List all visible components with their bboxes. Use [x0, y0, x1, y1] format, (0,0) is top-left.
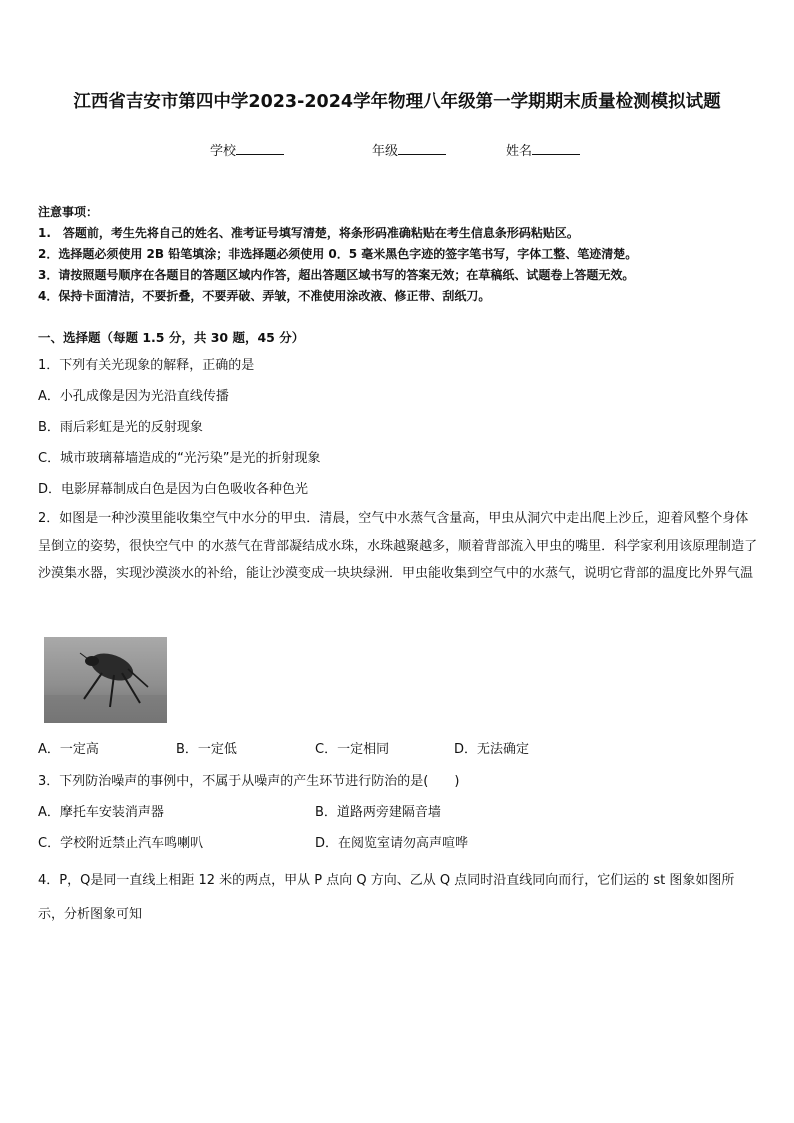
note-item: 1. 答题前，考生先将自己的姓名、准考证号填写清楚，将条形码准确粘贴在考生信息条形码粘贴区。 [38, 226, 579, 240]
section-heading: 一、选择题（每题 1.5 分，共 30 题，45 分） [38, 330, 305, 345]
beetle-icon [44, 637, 167, 723]
question-4-stem: 4．P，Q是同一直线上相距 12 米的两点，甲从 P 点向 Q 方向、乙从 Q 点同时沿直线同向而行，它们运的 st 图象如图所示，分析图象可知 [38, 873, 735, 922]
name-label: 姓名 [506, 144, 533, 159]
name-field [506, 140, 580, 159]
question-1-option-a: A．小孔成像是因为光沿直线传播 [38, 389, 229, 404]
notes-heading: 注意事项： [38, 205, 99, 219]
note-item: 2．选择题必须使用 2B 铅笔填涂；非选择题必须使用 0．5 毫米黑色字迹的签字笔书写，字体工整、笔迹清楚。 [38, 247, 638, 261]
question-2-stem: 2．如图是一种沙漠里能收集空气中水分的甲虫．清晨，空气中水蒸气含量高，甲虫从洞穴中走出爬上沙丘，迎着风整个身体呈倒立的姿势，很快空气中 的水蒸气在背部凝结成水珠，水珠越聚越多，顺着背部流入甲虫的嘴里．科学家利用该原理制造了沙漠集水器，实现沙漠淡水的补给，能让沙漠变成一块块绿洲．甲虫能收集到空气中的水蒸气，说明它背部的温度比外界气温 [38, 511, 758, 581]
question-1-option-b: B．雨后彩虹是光的反射现象 [38, 420, 203, 435]
name-blank [532, 142, 580, 155]
note-item: 4．保持卡面清洁，不要折叠，不要弄破、弄皱，不准使用涂改液、修正带、刮纸刀。 [38, 289, 491, 303]
question-1-option-d: D．电影屏幕制成白色是因为白色吸收各种色光 [38, 482, 309, 497]
question-3-option-d: D．在阅览室请勿高声喧哗 [315, 836, 469, 851]
question-1-stem: 1．下列有关光现象的解释，正确的是 [38, 358, 255, 373]
school-label: 学校 [210, 144, 237, 159]
grade-field [372, 140, 446, 159]
question-2-option-a: A．一定高 [38, 742, 99, 757]
question-2-option-b: B．一定低 [176, 742, 237, 757]
question-2-option-d: D．无法确定 [454, 742, 530, 757]
school-field [210, 140, 284, 159]
question-1-option-c: C．城市玻璃幕墙造成的“光污染”是光的折射现象 [38, 451, 321, 466]
question-3-option-a: A．摩托车安装消声器 [38, 805, 164, 820]
question-3-stem: 3．下列防治噪声的事例中，不属于从噪声的产生环节进行防治的是( ) [38, 774, 460, 789]
question-3-option-c: C．学校附近禁止汽车鸣喇叭 [38, 836, 204, 851]
school-blank [236, 142, 284, 155]
grade-blank [398, 142, 446, 155]
exam-title: 江西省吉安市第四中学2023-2024学年物理八年级第一学期期末质量检测模拟试题 [73, 92, 721, 112]
question-2-option-c: C．一定相同 [315, 742, 390, 757]
grade-label: 年级 [372, 144, 399, 159]
beetle-photo [44, 637, 167, 723]
note-item: 3．请按照题号顺序在各题目的答题区域内作答，超出答题区域书写的答案无效；在草稿纸、试题卷上答题无效。 [38, 268, 635, 282]
question-3-option-b: B．道路两旁建隔音墙 [315, 805, 441, 820]
